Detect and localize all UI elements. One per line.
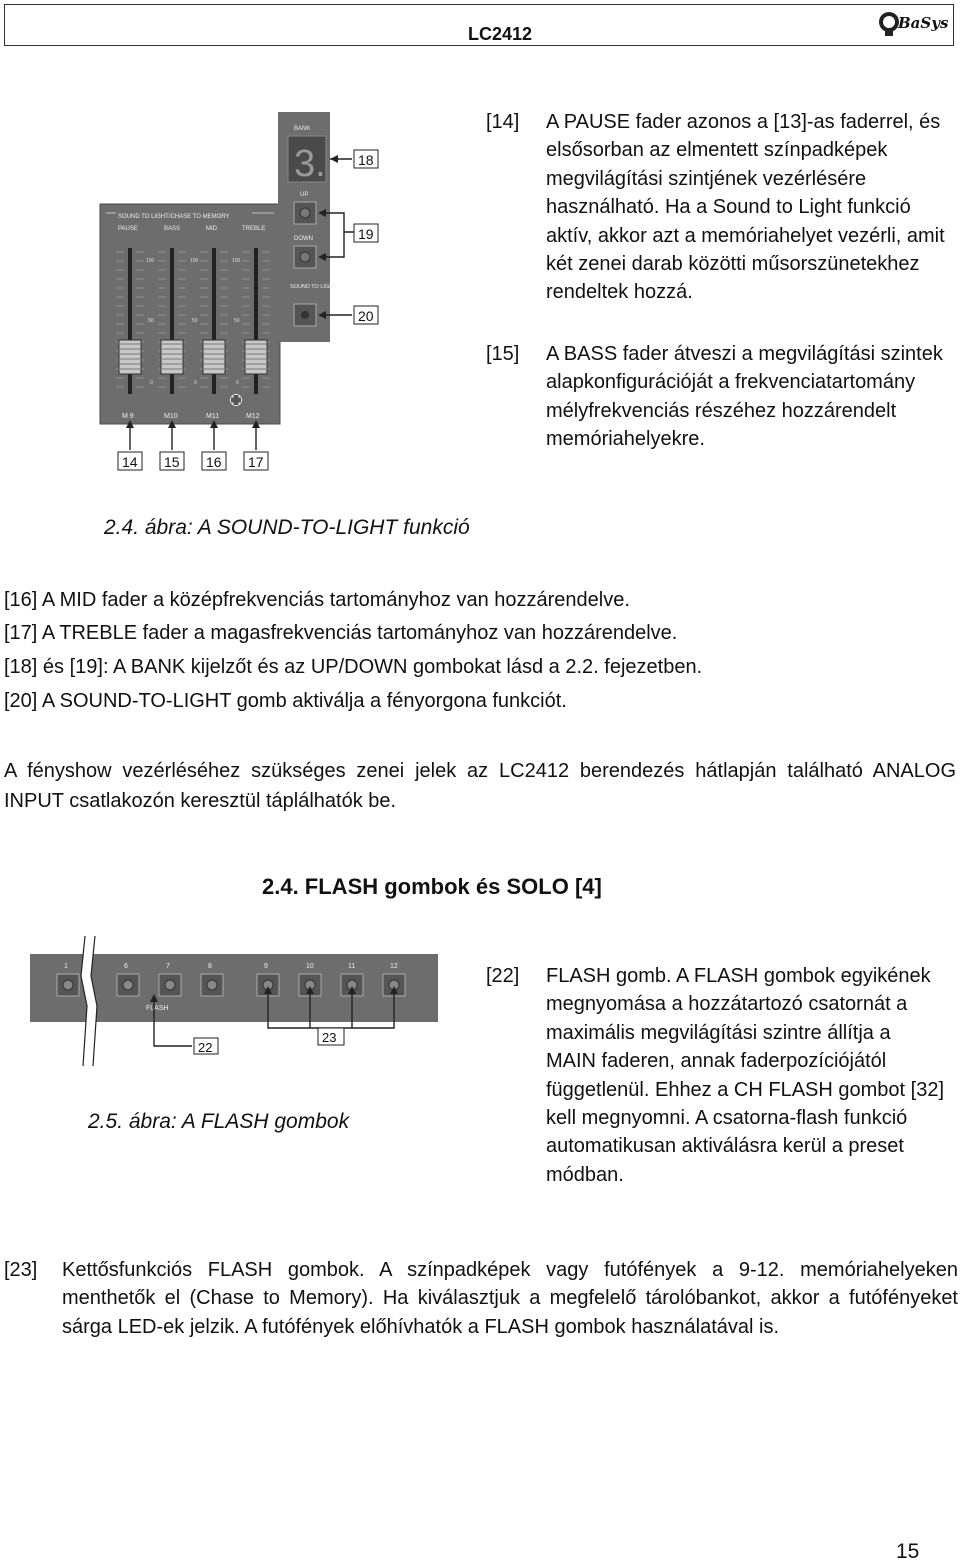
flash-button[interactable] xyxy=(201,974,223,996)
memory-label-m9: M 9 xyxy=(122,413,134,420)
fader-label-mid: MID xyxy=(206,226,217,232)
flash-channel-number: 8 xyxy=(208,963,212,970)
figure-caption-2: 2.5. ábra: A FLASH gombok xyxy=(88,1110,350,1133)
down-label: DOWN xyxy=(294,236,313,242)
bank-label: BANK xyxy=(294,126,311,132)
section-heading: 2.4. FLASH gombok és SOLO [4] xyxy=(262,874,602,899)
panel-title: SOUND TO LIGHT/CHASE TO MEMORY xyxy=(118,214,230,220)
callout-16: 16 xyxy=(206,454,222,470)
memory-label-m12: M12 xyxy=(246,413,260,420)
fader-knob[interactable] xyxy=(203,340,225,374)
scale-top: 100 xyxy=(232,258,241,264)
scale-low: 0 xyxy=(194,380,197,386)
fader-knob[interactable] xyxy=(161,340,183,374)
body-paragraph: A fényshow vezérléséhez szükséges zenei jelek az LC2412 berendezés hátlapján található ANALOG INPUT csatlakozón keresztül táplálhatók be. xyxy=(4,760,956,812)
scale-top: 100 xyxy=(146,258,155,264)
flash-channel-number: 7 xyxy=(166,963,170,970)
flash-label: FLASH xyxy=(146,1005,169,1012)
callout-17: 17 xyxy=(248,454,264,470)
item-text: Kettősfunkciós FLASH gombok. A színpadképek vagy futófények a 9-12. memóriahelyeken menthetők el (Chase to Memory). Ha kiválasztjuk a megfelelő tárolóbankot, akkor a futófényeket sárga LED-ek jelzik. A futófények előhívhatók a FLASH gombok használatával is. xyxy=(62,1259,958,1338)
bank-display: 3. xyxy=(294,143,326,185)
item-text: FLASH gomb. A FLASH gombok egyikének megnyomása a hozzátartozó csatornát a maximális megvilágítási szintre állítja a MAIN faderen, annak faderpozíciójától függetlenül. Ehhez a CH FLASH gombot [32] kell megnyomni. A csatorna-flash funkció automatikusan aktiválásra kerül a preset módban. xyxy=(546,965,945,1186)
item-number: [22] xyxy=(486,965,520,987)
flash-channel-number: 1 xyxy=(64,963,68,970)
flash-channel-number: 9 xyxy=(264,963,268,970)
scale-mid: 50 xyxy=(148,318,154,324)
item-number: [23] xyxy=(4,1259,38,1281)
scale-top: 100 xyxy=(190,258,199,264)
callout-20: 20 xyxy=(358,308,374,324)
flash-channel-number: 12 xyxy=(390,963,398,970)
fader-label-treble: TREBLE xyxy=(242,226,266,232)
list-item: [18] és [19]: A BANK kijelzőt és az UP/DOWN gombokat lásd a 2.2. fejezetben. xyxy=(4,656,703,678)
item-number: [15] xyxy=(486,343,520,365)
figure-caption-1: 2.4. ábra: A SOUND-TO-LIGHT funkció xyxy=(104,516,470,539)
callout-15: 15 xyxy=(164,454,180,470)
flash-button[interactable] xyxy=(57,974,79,996)
sound-to-light-figure xyxy=(96,112,396,472)
page-number: 15 xyxy=(896,1540,920,1563)
scale-mid: 50 xyxy=(192,318,198,324)
memory-label-m11: M11 xyxy=(206,413,220,420)
list-item: [20] A SOUND-TO-LIGHT gomb aktiválja a fényorgona funkciót. xyxy=(4,690,567,712)
scale-low: 0 xyxy=(150,380,153,386)
logo-text: BaSys xyxy=(898,14,949,32)
callout-14: 14 xyxy=(122,454,138,470)
header-title: LC2412 xyxy=(468,24,533,44)
callout-23: 23 xyxy=(322,1030,337,1045)
sound-to-light-label: SOUND TO LIGHT xyxy=(290,284,337,290)
fader-label-bass: BASS xyxy=(164,226,181,232)
list-item: [17] A TREBLE fader a magasfrekvenciás tartományhoz van hozzárendelve. xyxy=(4,622,678,644)
item-text: A BASS fader átveszi a megvilágítási szintek alapkonfigurációját a frekvenciatartomány mélyfrekvenciás részéhez hozzárendelt memóriahelyekre. xyxy=(546,343,943,451)
callout-22: 22 xyxy=(198,1040,213,1055)
flash-channel-number: 6 xyxy=(124,963,128,970)
item-number: [14] xyxy=(486,111,520,133)
list-item: [16] A MID fader a középfrekvenciás tartományhoz van hozzárendelve. xyxy=(4,589,630,611)
fader-knob[interactable] xyxy=(119,340,141,374)
flash-button[interactable] xyxy=(117,974,139,996)
callout-19: 19 xyxy=(358,226,374,242)
item-text: A PAUSE fader azonos a [13]-as faderrel, és elsősorban az elmentett színpadképek megvilágítási szintjének vezérlésére használható. Ha a Sound to Light funkció aktív, akkor azt a memóriahelyet vezérli, amit két zenei darab közötti műsorszünetekhez rendeltek hozzá. xyxy=(546,111,945,304)
flash-button[interactable] xyxy=(159,974,181,996)
scale-low: 0 xyxy=(236,380,239,386)
flash-buttons-figure xyxy=(28,936,448,1066)
callout-18: 18 xyxy=(358,152,374,168)
memory-label-m10: M10 xyxy=(164,413,178,420)
flash-channel-number: 11 xyxy=(348,963,356,970)
flash-channel-number: 10 xyxy=(306,963,314,970)
scale-mid: 50 xyxy=(234,318,240,324)
fader-label-pause: PAUSE xyxy=(118,226,138,232)
up-label: UP xyxy=(300,192,309,198)
fader-knob[interactable] xyxy=(245,340,267,374)
